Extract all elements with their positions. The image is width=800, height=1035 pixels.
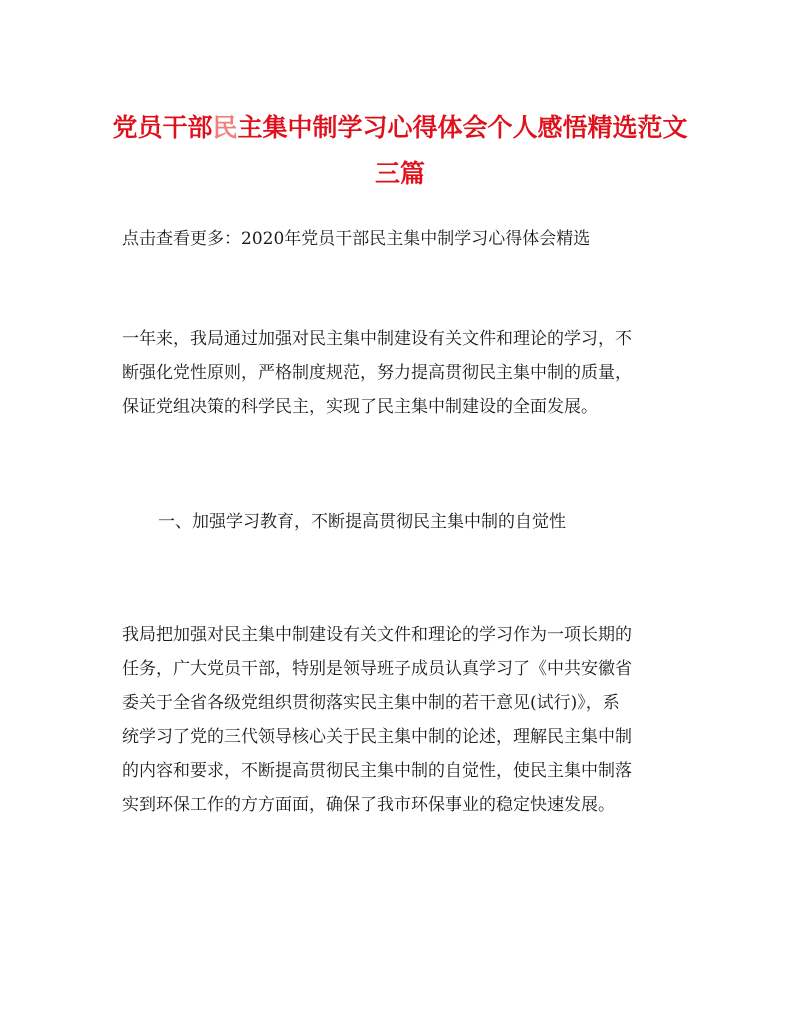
section1-line: 我局把加强对民主集中制建设有关文件和理论的学习作为一项长期的 <box>122 625 632 645</box>
section1-line: 统学习了党的三代领导核心关于民主集中制的论述，理解民主集中制 <box>122 727 632 747</box>
title-text-highlight: 民 <box>212 113 238 142</box>
more-link[interactable]: 点击查看更多：2020年党员干部民主集中制学习心得体会精选 <box>122 229 591 249</box>
section1-line: 任务，广大党员干部，特别是领导班子成员认真学习了《中共安徽省 <box>122 659 632 679</box>
section1-line: 委关于全省各级党组织贯彻落实民主集中制的若干意见(试行)》，系 <box>122 693 620 713</box>
title-line-2: 三篇 <box>374 159 425 188</box>
intro-line: 保证党组决策的科学民主，实现了民主集中制建设的全面发展。 <box>122 397 598 417</box>
intro-paragraph <box>122 322 682 424</box>
title-text-part2: 主集中制学习心得体会个人感悟精选范文 <box>237 113 688 142</box>
section1-paragraph <box>122 618 682 822</box>
section1-heading: 一、加强学习教育，不断提高贯彻民主集中制的自觉性 <box>158 512 566 532</box>
intro-line: 一年来，我局通过加强对民主集中制建设有关文件和理论的学习，不 <box>122 329 632 349</box>
section1-line: 实到环保工作的方方面面，确保了我市环保事业的稳定快速发展。 <box>122 795 615 815</box>
title-line-1 <box>100 105 700 151</box>
intro-line: 断强化党性原则，严格制度规范，努力提高贯彻民主集中制的质量， <box>122 363 632 383</box>
section1-line: 的内容和要求，不断提高贯彻民主集中制的自觉性，使民主集中制落 <box>122 761 632 781</box>
document-title <box>100 105 700 197</box>
title-text-part1: 党员干部 <box>112 113 213 142</box>
